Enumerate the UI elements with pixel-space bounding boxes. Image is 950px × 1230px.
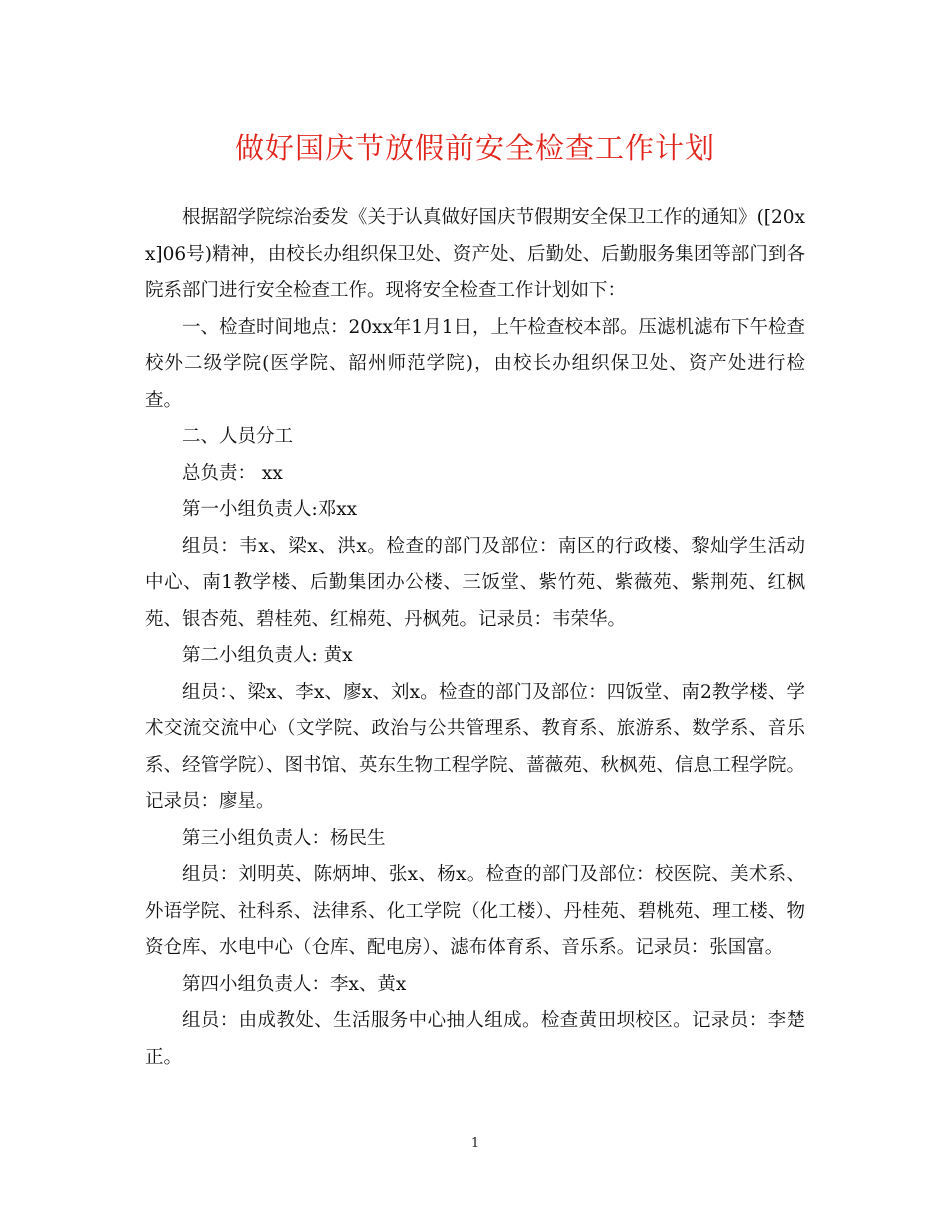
group-1-members: 组员：韦x、梁x、洪x。检查的部门及部位：南区的行政楼、黎灿学生活动中心、南1教学楼、后勤集团办公楼、三饭堂、紫竹苑、紫薇苑、紫荆苑、红枫苑、银杏苑、碧桂苑、红棉苑、丹枫苑。记录员：韦荣华。 [145, 535, 805, 630]
section-heading-staffing: 二、人员分工 [182, 426, 294, 447]
page-number: 1 [470, 1136, 480, 1151]
group-4-members: 组员：由成教处、生活服务中心抽人组成。检查黄田坝校区。记录员：李楚正。 [145, 1010, 805, 1068]
paragraph-intro: 根据韶学院综治委发《关于认真做好国庆节假期安全保卫工作的通知》([20xx]06号)精神，由校长办组织保卫处、资产处、后勤处、后勤服务集团等部门到各院系部门进行安全检查工作。现将安全检查工作计划如下： [145, 207, 805, 301]
group-3-lead: 第三小组负责人：杨民生 [182, 827, 386, 849]
paragraph-time-location: 一、检查时间地点：20xx年1月1日，上午检查校本部。压滤机滤布下午检查校外二级学院(医学院、韶州师范学院)，由校长办组织保卫处、资产处进行检查。 [145, 316, 805, 411]
group-2-lead: 第二小组负责人: 黄x [182, 645, 353, 666]
document-title: 做好国庆节放假前安全检查工作计划 [234, 131, 715, 165]
group-3-members: 组员：刘明英、陈炳坤、张x、杨x。检查的部门及部位：校医院、美术系、外语学院、社科系、法律系、化工学院（化工楼）、丹桂苑、碧桃苑、理工楼、物资仓库、水电中心（仓库、配电房）、滤布体育系、音乐系。记录员：张国富。 [145, 864, 805, 958]
group-1-lead: 第一小组负责人:邓xx [182, 499, 358, 520]
paragraph-general-lead: 总负责： xx [182, 462, 283, 484]
group-4-lead: 第四小组负责人：李x、黄x [182, 973, 407, 995]
group-2-members: 组员：、梁x、李x、廖x、刘x。检查的部门及部位：四饭堂、南2教学楼、学术交流交流中心（文学院、政治与公共管理系、教育系、旅游系、数学系、音乐系、经管学院）、图书馆、英东生物工程学院、蔷薇苑、秋枫苑、信息工程学院。记录员：廖星。 [145, 681, 805, 812]
document-body [145, 200, 805, 1076]
